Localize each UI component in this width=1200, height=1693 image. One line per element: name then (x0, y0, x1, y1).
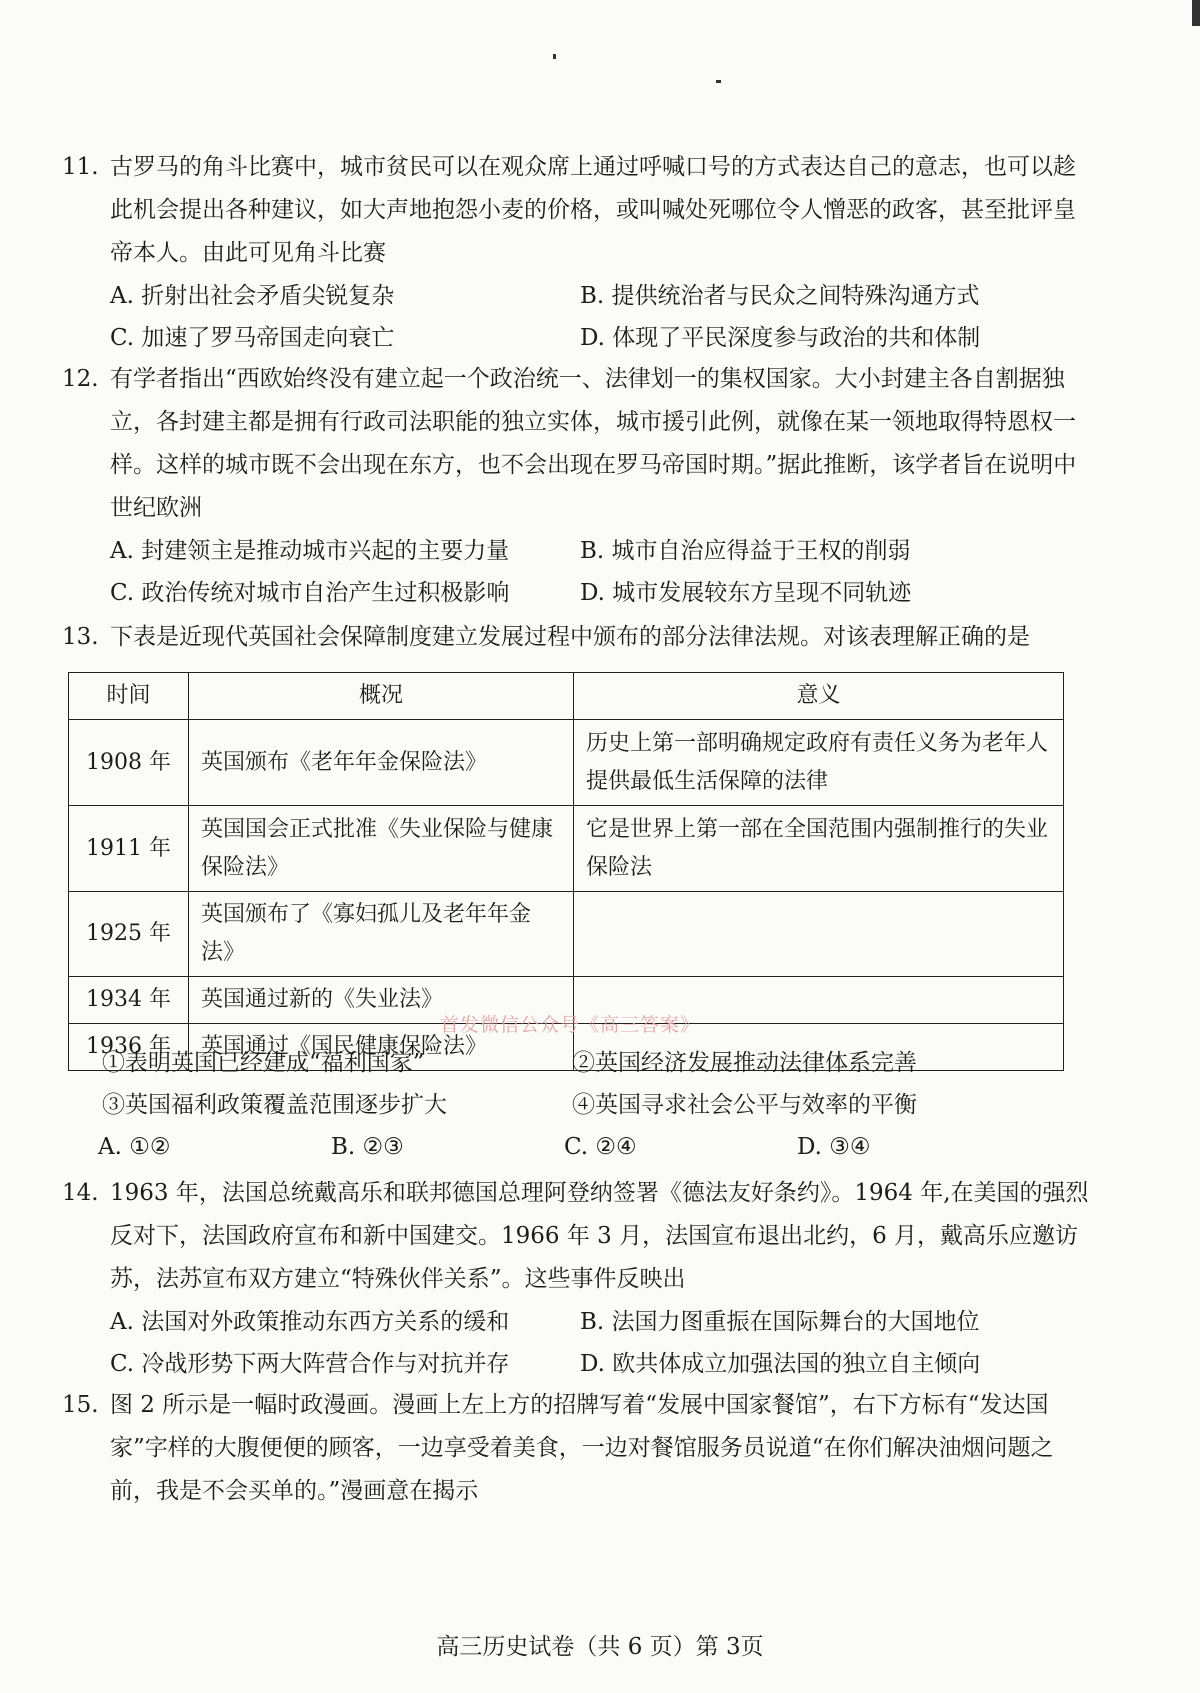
cell-overview: 英国通过《国民健康保险法》 (189, 1024, 574, 1071)
question-text: 古罗马的角斗比赛中，城市贫民可以在观众席上通过呼喊口号的方式表达自己的意志，也可以趁此机会提出各种建议，如大声地抱怨小麦的价格，或叫喊处死哪位令人憎恶的政客，甚至批评皇帝本人。由此可见角斗比赛 (110, 154, 1076, 266)
cell-overview: 英国颁布了《寡妇孤儿及老年年金法》 (189, 892, 574, 977)
option-d[interactable]: D. 城市发展较东方呈现不同轨迹 (580, 580, 912, 606)
question-14 (62, 1172, 1092, 1385)
statement-4: ④英国寻求社会公平与效率的平衡 (572, 1092, 917, 1118)
question-stem (62, 146, 1092, 275)
option-b[interactable]: B. 法国力图重振在国际舞台的大国地位 (580, 1309, 980, 1335)
scan-speck (716, 80, 721, 83)
option-b[interactable]: B. 提供统治者与民众之间特殊沟通方式 (580, 283, 980, 309)
cell-year: 1911 年 (69, 806, 189, 892)
options (62, 1301, 1092, 1385)
question-text: 图 2 所示是一幅时政漫画。漫画上左上方的招牌写着“发展中国家餐馆”，右下方标有“发达国家”字样的大腹便便的顾客，一边享受着美食，一边对餐馆服务员说道“在你们解决油烟问题之前，我是不会买单的。”漫画意在揭示 (110, 1392, 1054, 1504)
table-row (69, 806, 1064, 892)
cell-year: 1936 年 (69, 1024, 189, 1071)
option-d[interactable]: D. ③④ (797, 1134, 871, 1160)
option-c[interactable]: C. 政治传统对城市自治产生过积极影响 (110, 580, 510, 606)
table-row (69, 892, 1064, 977)
question-number: 12. (62, 366, 99, 392)
question-number: 11. (62, 154, 99, 180)
statement-2: ②英国经济发展推动法律体系完善 (572, 1050, 917, 1076)
statement-1: ①表明英国已经建成“福利国家” (102, 1050, 425, 1076)
question-11 (62, 146, 1092, 359)
statement-3: ③英国福利政策覆盖范围逐步扩大 (102, 1092, 447, 1118)
option-c[interactable]: C. ②④ (564, 1134, 637, 1160)
watermark: 首发微信公众号《高三答案》 (440, 1014, 701, 1036)
option-a[interactable]: A. 封建领主是推动城市兴起的主要力量 (110, 538, 510, 564)
header-significance: 意义 (574, 673, 1064, 720)
cell-overview: 英国通过新的《失业法》 (189, 977, 574, 1024)
options (62, 275, 1092, 359)
option-c[interactable]: C. 加速了罗马帝国走向衰亡 (110, 325, 395, 351)
question-15 (62, 1384, 1092, 1513)
statements (62, 1042, 1092, 1126)
table-header-row (69, 673, 1064, 720)
cell-significance: 历史上第一部明确规定政府有责任义务为老年人提供最低生活保障的法律 (574, 720, 1064, 806)
question-stem (62, 358, 1092, 530)
header-time: 时间 (69, 673, 189, 720)
cell-significance (574, 892, 1064, 977)
option-c[interactable]: C. 冷战形势下两大阵营合作与对抗并存 (110, 1351, 510, 1377)
question-13 (62, 616, 1092, 659)
page-footer: 高三历史试卷（共 6 页）第 3页 (436, 1634, 764, 1660)
question-number: 14. (62, 1180, 99, 1206)
scan-speck (553, 54, 556, 59)
header-overview: 概况 (189, 673, 574, 720)
cell-year: 1934 年 (69, 977, 189, 1024)
option-b[interactable]: B. ②③ (331, 1134, 404, 1160)
cell-overview: 英国颁布《老年年金保险法》 (189, 720, 574, 806)
question-stem (62, 616, 1092, 659)
question-stem (62, 1172, 1092, 1301)
question-text: 1963 年，法国总统戴高乐和联邦德国总理阿登纳签署《德法友好条约》。1964 年,在美国的强烈反对下，法国政府宣布和新中国建交。1966 年 3 月，法国宣布退出北约，6 月，戴高乐应邀访苏，法苏宣布双方建立“特殊伙伴关系”。这些事件反映出 (110, 1180, 1089, 1292)
option-a[interactable]: A. 折射出社会矛盾尖锐复杂 (110, 283, 395, 309)
option-d[interactable]: D. 体现了平民深度参与政治的共和体制 (580, 325, 981, 351)
question-13-choices (62, 1042, 1092, 1168)
question-text: 有学者指出“西欧始终没有建立起一个政治统一、法律划一的集权国家。大小封建主各自割据独立，各封建主都是拥有行政司法职能的独立实体，城市援引此例，就像在某一领地取得特恩权一样。这样的城市既不会出现在东方，也不会出现在罗马帝国时期。”据此推断，该学者旨在说明中世纪欧洲 (110, 366, 1077, 521)
cell-significance: 它是世界上第一部在全国范围内强制推行的失业保险法 (574, 806, 1064, 892)
option-d[interactable]: D. 欧共体成立加强法国的独立自主倾向 (580, 1351, 981, 1377)
options (62, 530, 1092, 614)
options (62, 1126, 1092, 1168)
option-b[interactable]: B. 城市自治应得益于王权的削弱 (580, 538, 911, 564)
scan-edge (1192, 0, 1200, 26)
question-stem (62, 1384, 1092, 1513)
cell-overview: 英国国会正式批准《失业保险与健康保险法》 (189, 806, 574, 892)
question-number: 15. (62, 1392, 99, 1418)
question-12 (62, 358, 1092, 614)
option-a[interactable]: A. 法国对外政策推动东西方关系的缓和 (110, 1309, 510, 1335)
cell-year: 1925 年 (69, 892, 189, 977)
table-row (69, 720, 1064, 806)
option-a[interactable]: A. ①② (98, 1134, 171, 1160)
cell-year: 1908 年 (69, 720, 189, 806)
question-text: 下表是近现代英国社会保障制度建立发展过程中颁布的部分法律法规。对该表理解正确的是 (110, 624, 1030, 650)
question-number: 13. (62, 624, 99, 650)
